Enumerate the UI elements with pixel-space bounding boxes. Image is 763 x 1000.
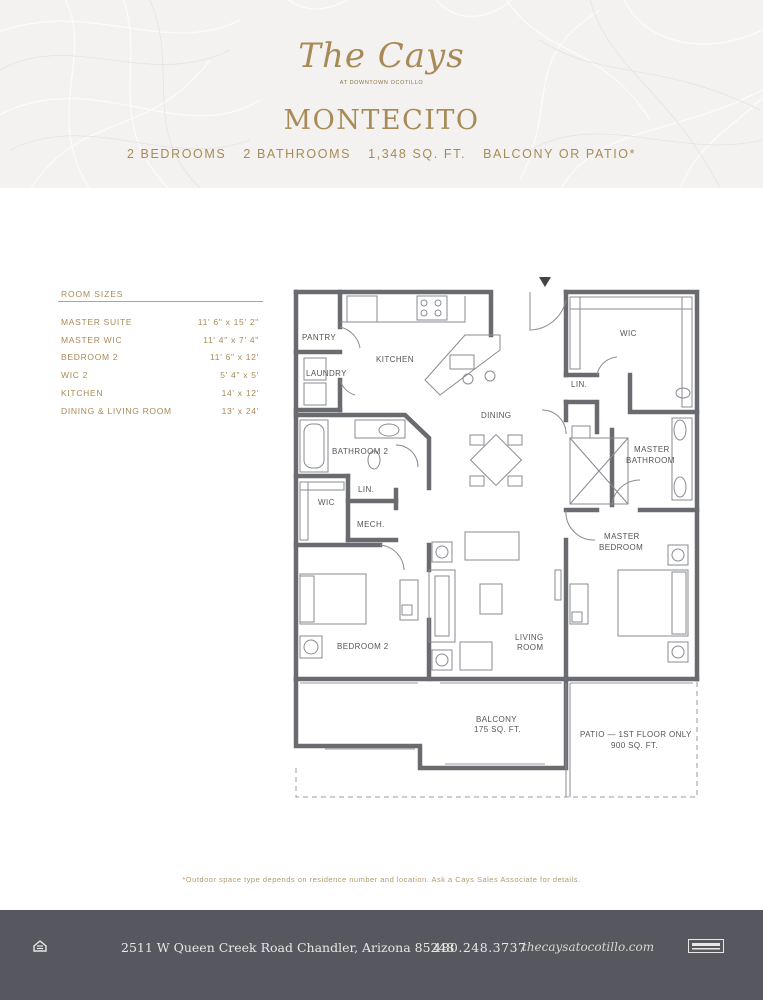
label-bathroom-2: BATHROOM 2 [332,447,389,456]
brand-logo: The Cays [298,36,465,76]
label-master-bathroom-1: MASTER [634,445,670,454]
footer-website-link[interactable]: thecaysatocotillo.com [522,940,655,954]
label-balcony: BALCONY [476,715,518,724]
room-size-name: MASTER WIC [61,335,123,345]
label-master-bedroom-2: BEDROOM [599,543,644,552]
room-size-name: WIC 2 [61,370,89,380]
label-master-wic: WIC [620,329,637,338]
room-sizes-title: ROOM SIZES [61,289,124,299]
label-master-bedroom-1: MASTER [604,532,640,541]
label-living: LIVING [515,633,544,642]
room-size-name: KITCHEN [61,388,104,398]
floorplan-walls [296,292,697,768]
room-size-name: MASTER SUITE [61,317,133,327]
footer-bar [0,910,763,1000]
room-size-value: 13' x 24' [221,406,259,416]
entry-arrow-icon [539,277,551,287]
outdoor-space-footnote: *Outdoor space type depends on residence number and location. Ask a Cays Sales Associate for details. [182,875,581,884]
label-linen-2: LIN. [358,485,375,494]
label-master-linen: LIN. [571,380,588,389]
room-size-name: BEDROOM 2 [61,352,119,362]
developer-logo-icon [688,939,724,953]
label-patio-area: 900 SQ. FT. [611,741,659,750]
room-size-value: 11' 4" x 7' 4" [203,335,259,345]
spec-bedrooms: 2 BEDROOMS [126,147,227,161]
label-wic-2: WIC [318,498,335,507]
label-master-bathroom-2: BATHROOM [626,456,675,465]
label-kitchen: KITCHEN [376,355,414,364]
room-size-name: DINING & LIVING ROOM [61,406,172,416]
spec-outdoor: BALCONY OR PATIO* [483,147,637,161]
spec-square-feet: 1,348 SQ. FT. [368,147,467,161]
footer-phone[interactable]: 480.248.3737 [433,940,527,955]
room-size-value: 11' 6" x 12' [209,352,259,362]
label-balcony-area: 175 SQ. FT. [474,725,522,734]
footer-address: 2511 W Queen Creek Road Chandler, Arizona 85248 [121,940,455,955]
equal-housing-icon [33,940,47,952]
label-mechanical: MECH. [357,520,385,529]
label-dining: DINING [481,411,512,420]
room-size-value: 14' x 12' [221,388,259,398]
room-size-value: 11' 6" x 15' 2" [197,317,259,327]
label-patio: PATIO — 1ST FLOOR ONLY [580,730,692,739]
room-size-value: 5' 4" x 5' [220,370,259,380]
plan-title: MONTECITO [283,105,480,136]
label-pantry: PANTRY [302,333,337,342]
spec-bathrooms: 2 BATHROOMS [243,147,352,161]
label-bedroom-2: BEDROOM 2 [337,642,389,651]
brand-logo-subtitle: AT DOWNTOWN OCOTILLO [339,80,424,86]
label-living-room: ROOM [517,643,544,652]
label-laundry: LAUNDRY [306,369,347,378]
